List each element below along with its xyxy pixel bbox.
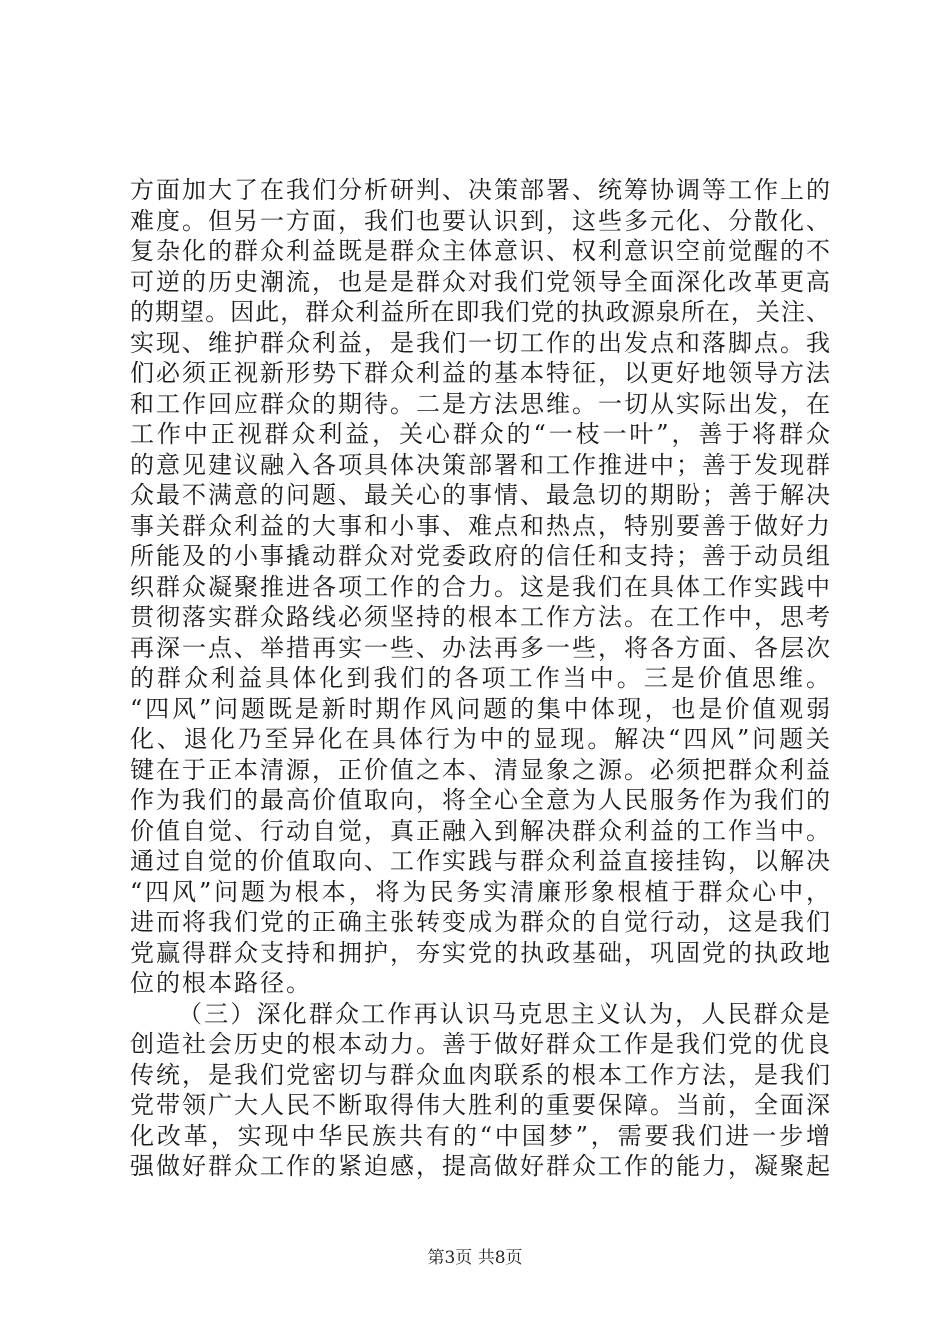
body-text <box>130 175 830 1182</box>
text-line: 再深一点、举措再实一些、办法再多一些，将各方面、各层次 <box>130 633 830 662</box>
text-line: 强做好群众工作的紧迫感，提高做好群众工作的能力，凝聚起 <box>130 1152 830 1180</box>
text-line: 众最不满意的问题、最关心的事情、最急切的期盼；善于解决 <box>130 481 830 509</box>
text-line: 价值自觉、行动自觉，真正融入到解决群众利益的工作当中。 <box>130 816 830 845</box>
text-line: 实现、维护群众利益，是我们一切工作的出发点和落脚点。我 <box>130 328 830 357</box>
text-line: 化改革，实现中华民族共有的“中国梦”，需要我们进一步增 <box>130 1121 830 1150</box>
text-line: 和工作回应群众的期待。二是方法思维。一切从实际出发，在 <box>130 389 830 418</box>
text-line: 贯彻落实群众路线必须坚持的根本工作方法。在工作中，思考 <box>130 603 830 631</box>
text-line: 的意见建议融入各项具体决策部署和工作推进中；善于发现群 <box>130 450 830 479</box>
text-line: 作为我们的最高价值取向，将全心全意为人民服务作为我们的 <box>130 786 830 814</box>
text-line: 的期望。因此，群众利益所在即我们党的执政源泉所在，关注、 <box>130 298 830 326</box>
text-line: 传统，是我们党密切与群众血肉联系的根本工作方法，是我们 <box>130 1060 830 1089</box>
section-heading-line: （三）深化群众工作再认识马克思主义认为，人民群众是 <box>178 999 830 1028</box>
text-line: 的群众利益具体化到我们的各项工作当中。三是价值思维。 <box>130 664 830 692</box>
text-line: 难度。但另一方面，我们也要认识到，这些多元化、分散化、 <box>130 206 830 235</box>
text-line: 方面加大了在我们分析研判、决策部署、统筹协调等工作上的 <box>130 176 830 204</box>
text-line: 位的根本路径。 <box>130 969 312 997</box>
text-line: 化、退化乃至异化在具体行为中的显现。解决“四风”问题关 <box>130 725 830 753</box>
text-line: 党赢得群众支持和拥护，夯实党的执政基础，巩固党的执政地 <box>130 938 830 967</box>
text-line: 通过自觉的价值取向、工作实践与群众利益直接挂钩，以解决 <box>130 847 830 875</box>
text-line: 可逆的历史潮流，也是是群众对我们党领导全面深化改革更高 <box>130 267 830 296</box>
text-line: 复杂化的群众利益既是群众主体意识、权利意识空前觉醒的不 <box>130 237 830 265</box>
text-line: 事关群众利益的大事和小事、难点和热点，特别要善于做好力 <box>130 511 830 540</box>
text-line: 所能及的小事撬动群众对党委政府的信任和支持；善于动员组 <box>130 542 830 570</box>
text-line: 创造社会历史的根本动力。善于做好群众工作是我们党的优良 <box>130 1030 830 1058</box>
text-line: 织群众凝聚推进各项工作的合力。这是我们在具体工作实践中 <box>130 572 830 601</box>
text-line: 工作中正视群众利益，关心群众的“一枝一叶”，善于将群众 <box>130 420 830 448</box>
text-line: “四风”问题为根本，将为民务实清廉形象根植于群众心中， <box>130 877 830 906</box>
text-line: 进而将我们党的正确主张转变成为群众的自觉行动，这是我们 <box>130 908 830 936</box>
text-line: 党带领广大人民不断取得伟大胜利的重要保障。当前，全面深 <box>130 1091 830 1119</box>
text-line: 们必须正视新形势下群众利益的基本特征，以更好地领导方法 <box>130 359 830 387</box>
page-footer: 第3页 共8页 <box>427 1248 523 1268</box>
text-line: “四风”问题既是新时期作风问题的集中体现，也是价值观弱 <box>130 694 830 723</box>
text-line: 键在于正本清源，正价值之本、清显象之源。必须把群众利益 <box>130 755 830 784</box>
